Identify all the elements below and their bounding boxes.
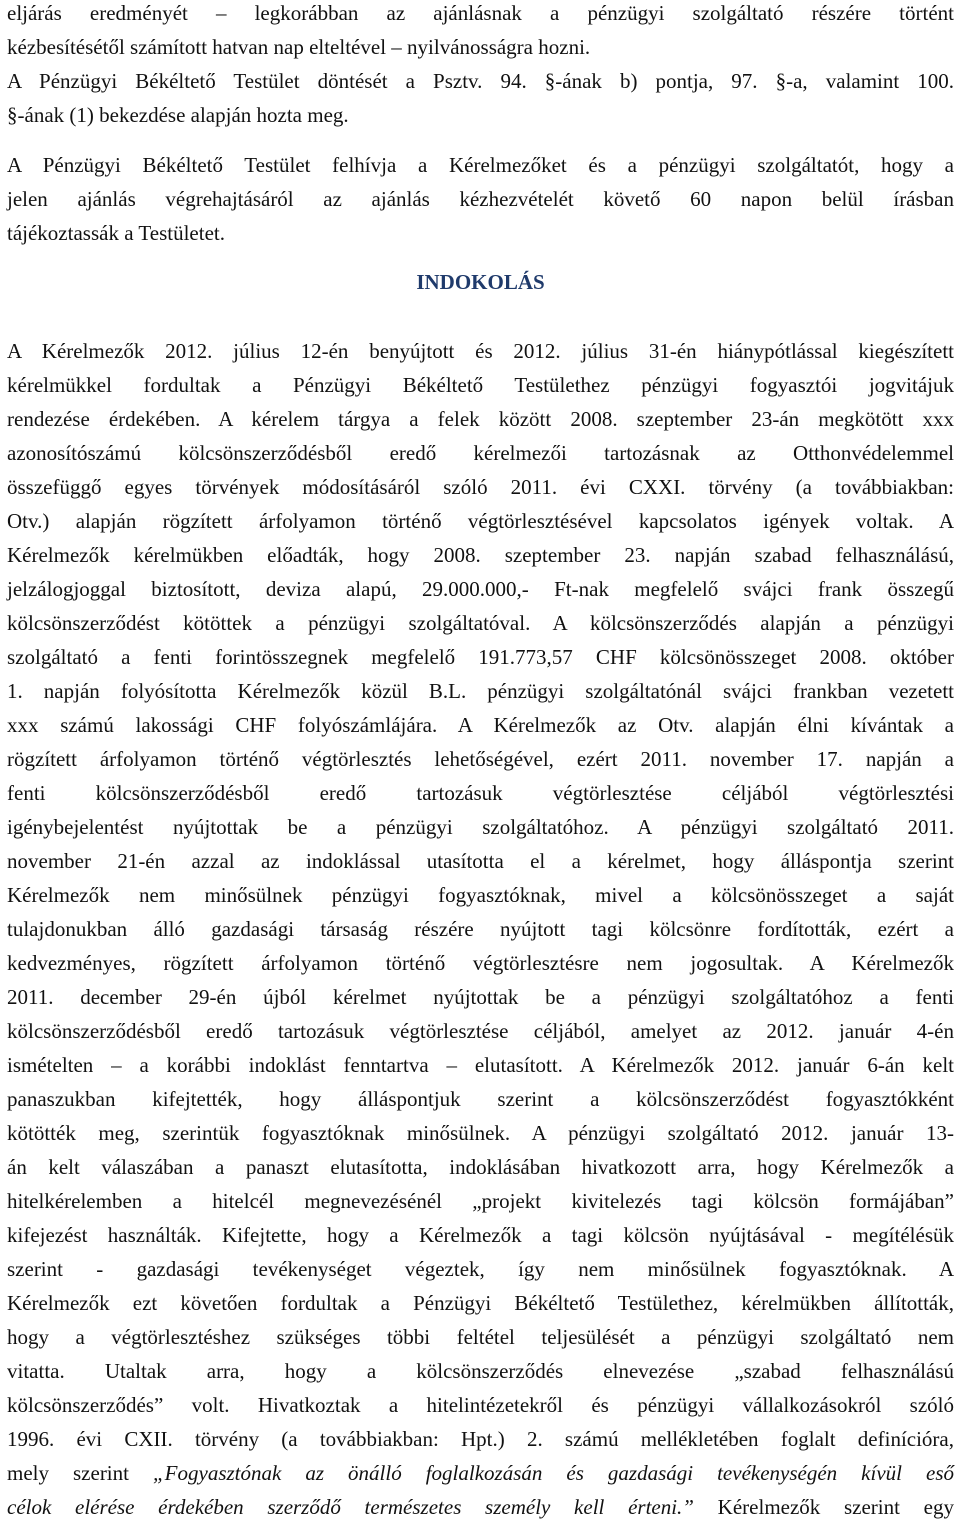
quoted-definition: célok elérése érdekében szerződő természetes személy kell érteni.” bbox=[7, 1495, 694, 1519]
text-line: összefüggő egyes törvények módosításáról szóló 2011. évi CXXI. törvény (a továbbiakban: bbox=[7, 475, 954, 499]
text-run: Kérelmezők szerint egy bbox=[693, 1495, 954, 1519]
text-line: hitelkérelemben a hitelcél megnevezésénél „projekt kivitelezés tagi kölcsön formájában” bbox=[7, 1189, 954, 1213]
text-line: 2011. december 29-én újból kérelmet nyújtottak be a pénzügyi szolgáltatóhoz a fenti bbox=[7, 985, 954, 1009]
text-line: jelzálogjoggal biztosított, deviza alapú, 29.000.000,- Ft-nak megfelelő svájci frank összegű bbox=[7, 577, 954, 601]
text-line: eljárás eredményét – legkorábban az ajánlásnak a pénzügyi szolgáltató részére történt bbox=[7, 1, 954, 25]
text-line: kérelmükkel fordultak a Pénzügyi Békéltető Testülethez pénzügyi fogyasztói jogvitájuk bbox=[7, 373, 954, 397]
text-line: november 21-én azzal az indoklással utasította el a kérelmet, hogy álláspontja szerint bbox=[7, 849, 954, 873]
text-line: án kelt válaszában a panaszt elutasította, indoklásában hivatkozott arra, hogy Kérelmezők a bbox=[7, 1155, 954, 1179]
quoted-definition: „Fogyasztónak az önálló foglalkozásán és gazdasági tevékenységén kívül eső bbox=[153, 1461, 954, 1485]
text-line: kedvezményes, rögzített árfolyamon történő végtörlesztésre nem jogosultak. A Kérelmezők bbox=[7, 951, 954, 975]
text-line: xxx számú lakossági CHF folyószámlájára. A Kérelmezők az Otv. alapján élni kívántak a bbox=[7, 713, 954, 737]
text-line: §-ának (1) bekezdése alapján hozta meg. bbox=[7, 103, 349, 127]
text-line: Kérelmezők kérelmükben előadták, hogy 2008. szeptember 23. napján szabad felhasználású, bbox=[7, 543, 954, 567]
text-line: A Pénzügyi Békéltető Testület döntését a Psztv. 94. §-ának b) pontja, 97. §-a, valamint 100. bbox=[7, 69, 954, 93]
text-line: vitatta. Utaltak arra, hogy a kölcsönszerződés elnevezése „szabad felhasználású bbox=[7, 1359, 954, 1383]
text-line: tulajdonukban álló gazdasági társaság részére nyújtott tagi kölcsönre fordították, ezért a bbox=[7, 917, 954, 941]
section-heading: INDOKOLÁS bbox=[416, 270, 545, 294]
text-line: kölcsönszerződésből eredő tartozásuk végtörlesztése céljából, amelyet az 2012. január 4-én bbox=[7, 1019, 954, 1043]
text-line-mixed bbox=[7, 1456, 954, 1490]
text-run: mely szerint bbox=[7, 1461, 153, 1485]
text-line: igénybejelentést nyújtottak be a pénzügyi szolgáltatóhoz. A pénzügyi szolgáltató 2011. bbox=[7, 815, 954, 839]
text-line: Otv.) alapján rögzített árfolyamon történő végtörlesztésével kapcsolatos igények voltak. A bbox=[7, 509, 954, 533]
text-line: panaszukban kifejtették, hogy álláspontjuk szerint a kölcsönszerződést fogyasztókként bbox=[7, 1087, 954, 1111]
text-line: rendezése érdekében. A kérelem tárgya a felek között 2008. szeptember 23-án megkötött xxx bbox=[7, 407, 954, 431]
text-line: kézbesítésétől számított hatvan nap elteltével – nyilvánosságra hozni. bbox=[7, 35, 591, 59]
text-line: Kérelmezők nem minősülnek pénzügyi fogyasztóknak, mivel a kölcsönösszeget a saját bbox=[7, 883, 954, 907]
text-line: hogy a végtörlesztéshez szükséges többi feltétel teljesülését a pénzügyi szolgáltató nem bbox=[7, 1325, 954, 1349]
text-line-mixed bbox=[7, 1490, 954, 1524]
text-line: kötötték meg, szerintük fogyasztóknak minősülnek. A pénzügyi szolgáltató 2012. január 13- bbox=[7, 1121, 954, 1145]
text-line: A Pénzügyi Békéltető Testület felhívja a Kérelmezőket és a pénzügyi szolgáltatót, hogy a bbox=[7, 153, 954, 177]
text-line: szerint - gazdasági tevékenységet végeztek, így nem minősülnek fogyasztóknak. A bbox=[7, 1257, 954, 1281]
text-line: kölcsönszerződést kötöttek a pénzügyi szolgáltatóval. A kölcsönszerződés alapján a pénzügyi bbox=[7, 611, 954, 635]
text-line: kifejezést használták. Kifejtette, hogy a Kérelmezők a tagi kölcsön nyújtásával - megítélésük bbox=[7, 1223, 954, 1247]
text-line: szolgáltató a fenti forintösszegnek megfelelő 191.773,57 CHF kölcsönösszeget 2008. október bbox=[7, 645, 954, 669]
text-line: kölcsönszerződés” volt. Hivatkoztak a hitelintézetekről és pénzügyi vállalkozásokról szóló bbox=[7, 1393, 954, 1417]
text-line: azonosítószámú kölcsönszerződésből eredő kérelmezői tartozásnak az Otthonvédelemmel bbox=[7, 441, 954, 465]
text-line: Kérelmezők ezt követően fordultak a Pénzügyi Békéltető Testülethez, kérelmükben állították, bbox=[7, 1291, 954, 1315]
text-line: A Kérelmezők 2012. július 12-én benyújtott és 2012. július 31-én hiánypótlással kiegészített bbox=[7, 339, 954, 363]
text-line: ismételten – a korábbi indoklást fenntartva – elutasított. A Kérelmezők 2012. január 6-án kelt bbox=[7, 1053, 954, 1077]
text-line: tájékoztassák a Testületet. bbox=[7, 221, 225, 245]
text-line: 1. napján folyósította Kérelmezők közül B.L. pénzügyi szolgáltatónál svájci frankban vezetett bbox=[7, 679, 954, 703]
text-line: 1996. évi CXII. törvény (a továbbiakban: Hpt.) 2. számú mellékletében foglalt definícióra, bbox=[7, 1427, 954, 1451]
text-line: fenti kölcsönszerződésből eredő tartozásuk végtörlesztése céljából végtörlesztési bbox=[7, 781, 954, 805]
text-line: rögzített árfolyamon történő végtörlesztés lehetőségével, ezért 2011. november 17. napján a bbox=[7, 747, 954, 771]
text-line: jelen ajánlás végrehajtásáról az ajánlás kézhezvételét követő 60 napon belül írásban bbox=[7, 187, 954, 211]
